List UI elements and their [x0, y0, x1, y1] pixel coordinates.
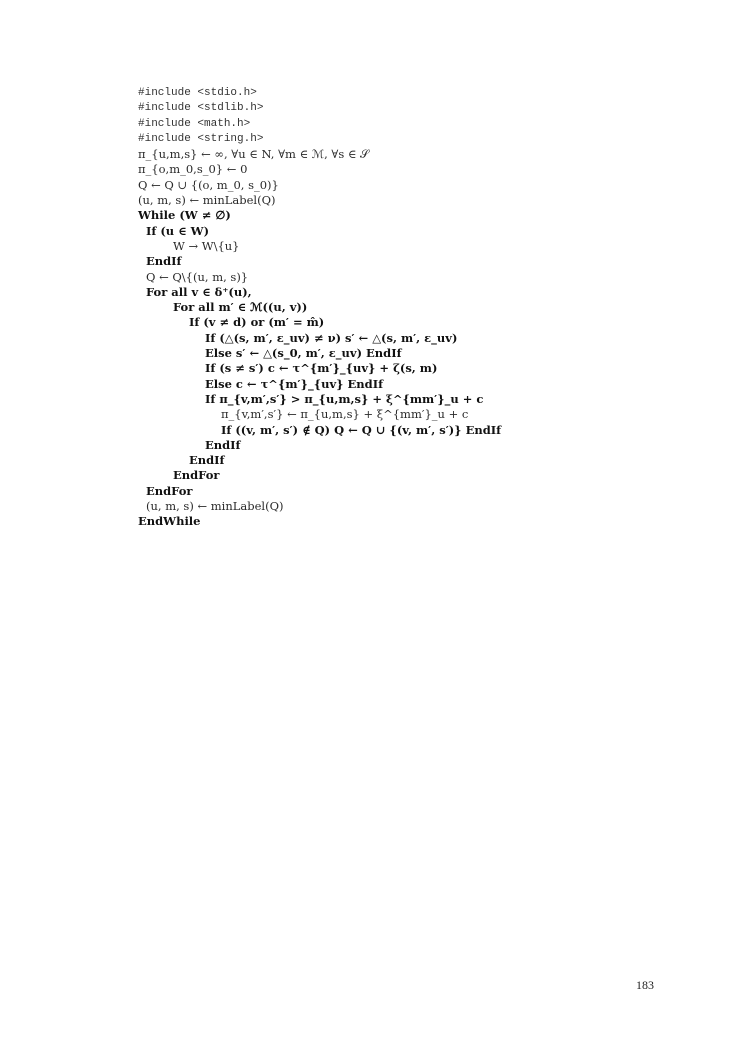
algorithm-line: #include <string.h> [138, 132, 264, 145]
algorithm-line: For all v ∈ δ⁺(u), [146, 284, 252, 299]
algorithm-line: Else c ← τ^{m′}_{uv} EndIf [205, 376, 384, 391]
page-number: 183 [636, 978, 654, 992]
algorithm-line: If (u ∈ W) [146, 223, 210, 238]
algorithm-line: EndIf [189, 453, 225, 468]
algorithm-line: Else s′ ← △(s_0, m′, ε_uv) EndIf [205, 346, 402, 361]
algorithm-line: #include <math.h> [138, 117, 251, 130]
algorithm-line: (u, m, s) ← minLabel(Q) [138, 193, 276, 208]
algorithm-line: #include <stdlib.h> [138, 102, 264, 115]
algorithm-line: If (v ≠ d) or (m′ = m̂) [189, 315, 325, 330]
algorithm-line: W → W\{u} [173, 238, 240, 253]
algorithm-line: π_{u,m,s} ← ∞, ∀u ∈ N, ∀m ∈ ℳ, ∀s ∈ 𝒮 [138, 147, 369, 162]
algorithm-line: Q ← Q\{(u, m, s)} [146, 269, 249, 284]
algorithm-line: (u, m, s) ← minLabel(Q) [146, 499, 284, 514]
algorithm-line: π_{v,m′,s′} ← π_{u,m,s} + ξ^{mm′}_u + c [221, 407, 469, 422]
algorithm-line: EndWhile [138, 514, 201, 529]
algorithm-listing [138, 86, 578, 530]
algorithm-line: π_{o,m_0,s_0} ← 0 [138, 162, 248, 177]
algorithm-line: While (W ≠ ∅) [138, 208, 231, 223]
algorithm-line: EndIf [205, 437, 241, 452]
algorithm-line: If ((v, m′, s′) ∉ Q) Q ← Q ∪ {(v, m′, s′)} EndIf [221, 422, 502, 437]
algorithm-line: For all m′ ∈ ℳ((u, v)) [173, 300, 308, 315]
algorithm-line: EndFor [146, 483, 193, 498]
algorithm-line: If (△(s, m′, ε_uv) ≠ ν) s′ ← △(s, m′, ε_uv) [205, 330, 458, 345]
algorithm-line: #include <stdio.h> [138, 87, 257, 99]
algorithm-line: If (s ≠ s′) c ← τ^{m′}_{uv} + ζ(s, m) [205, 361, 438, 376]
algorithm-line: EndFor [173, 468, 220, 483]
algorithm-line: Q ← Q ∪ {(o, m_0, s_0)} [138, 177, 279, 192]
algorithm-line: EndIf [146, 254, 182, 269]
algorithm-line: If π_{v,m′,s′} > π_{u,m,s} + ξ^{mm′}_u + c [205, 391, 484, 406]
